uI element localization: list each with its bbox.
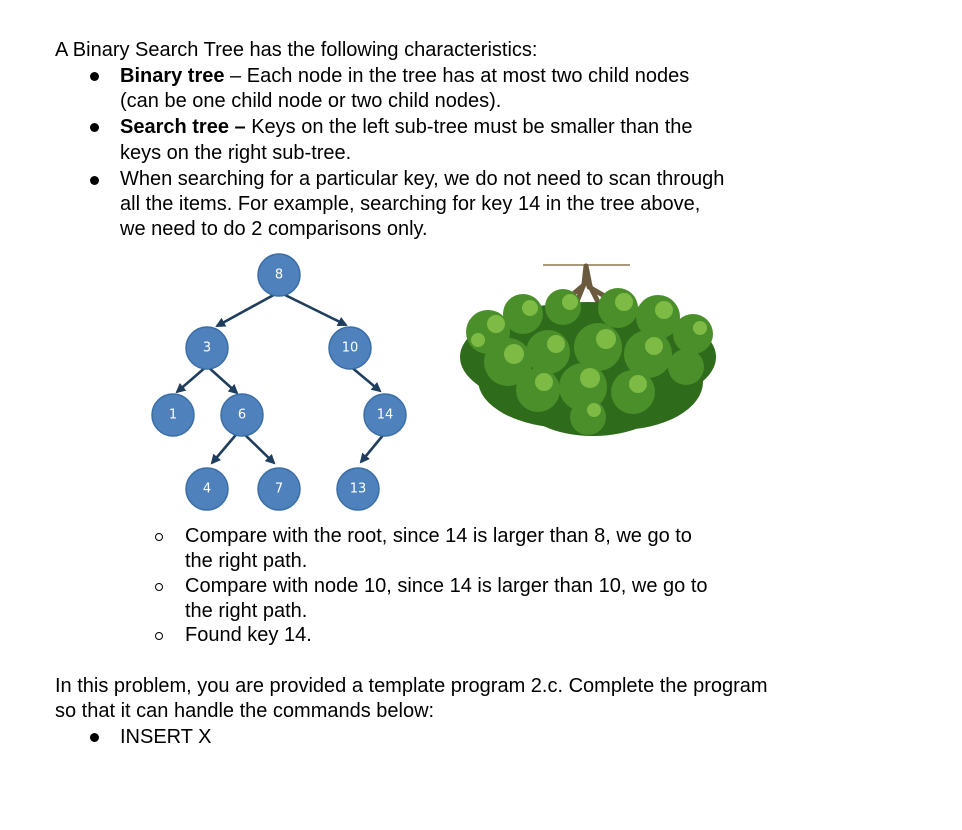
tree-node-label-4: 4 <box>202 481 212 497</box>
tree-node-label-1: 1 <box>168 407 178 423</box>
upside-down-tree-image <box>448 262 730 440</box>
bullet-binary-tree-line2: (can be one child node or two child nodes). <box>120 90 502 112</box>
bullet-binary-tree-line1 <box>120 64 689 89</box>
tree-node-label-14: 14 <box>376 407 394 423</box>
step-1-line1: Compare with the root, since 14 is larger than 8, we go to <box>185 525 692 547</box>
edge-3-6 <box>207 366 237 393</box>
edge-3-1 <box>177 366 207 392</box>
sub-bullet-marker <box>155 632 163 640</box>
bullet-searching-line2: all the items. For example, searching for key 14 in the tree above, <box>120 193 701 215</box>
tree-node-label-3: 3 <box>202 340 212 356</box>
problem-line2: so that it can handle the commands below: <box>55 700 435 722</box>
intro-text: A Binary Search Tree has the following characteristics: <box>55 39 538 61</box>
bullet-marker <box>90 123 99 132</box>
tree-node-label-6: 6 <box>237 407 247 423</box>
bullet-search-tree-desc: Keys on the left sub-tree must be smaller than the <box>245 116 693 138</box>
bullet-binary-tree-desc: – Each node in the tree has at most two child nodes <box>224 65 690 87</box>
edge-10-14 <box>350 366 380 391</box>
bullet-search-tree-term: Search tree – <box>120 116 246 138</box>
bullet-marker <box>90 733 99 742</box>
bullet-searching-line1: When searching for a particular key, we do not need to scan through <box>120 168 725 190</box>
tree-node-label-13: 13 <box>349 481 367 497</box>
step-2-line1: Compare with node 10, since 14 is larger than 10, we go to <box>185 575 708 597</box>
sub-bullet-marker <box>155 583 163 591</box>
binary-search-tree-diagram <box>140 248 420 518</box>
bullet-search-tree-line1 <box>120 115 693 140</box>
tree-node-label-7: 7 <box>274 481 284 497</box>
problem-line1: In this problem, you are provided a template program 2.c. Complete the program <box>55 675 768 697</box>
bullet-marker <box>90 72 99 81</box>
step-1-line2: the right path. <box>185 550 308 572</box>
bullet-searching-line3: we need to do 2 comparisons only. <box>120 218 428 240</box>
step-2-line2: the right path. <box>185 600 308 622</box>
step-3-line1: Found key 14. <box>185 624 312 646</box>
bullet-marker <box>90 176 99 185</box>
edge-8-10 <box>279 292 346 325</box>
tree-node-label-8: 8 <box>274 267 284 283</box>
sub-bullet-marker <box>155 533 163 541</box>
bullet-search-tree-line2: keys on the right sub-tree. <box>120 142 352 164</box>
tree-node-label-10: 10 <box>341 340 359 356</box>
command-insert: INSERT X <box>120 726 212 748</box>
edge-8-3 <box>217 292 279 326</box>
bullet-binary-tree-term: Binary tree <box>120 65 225 87</box>
edge-14-13 <box>361 434 384 462</box>
